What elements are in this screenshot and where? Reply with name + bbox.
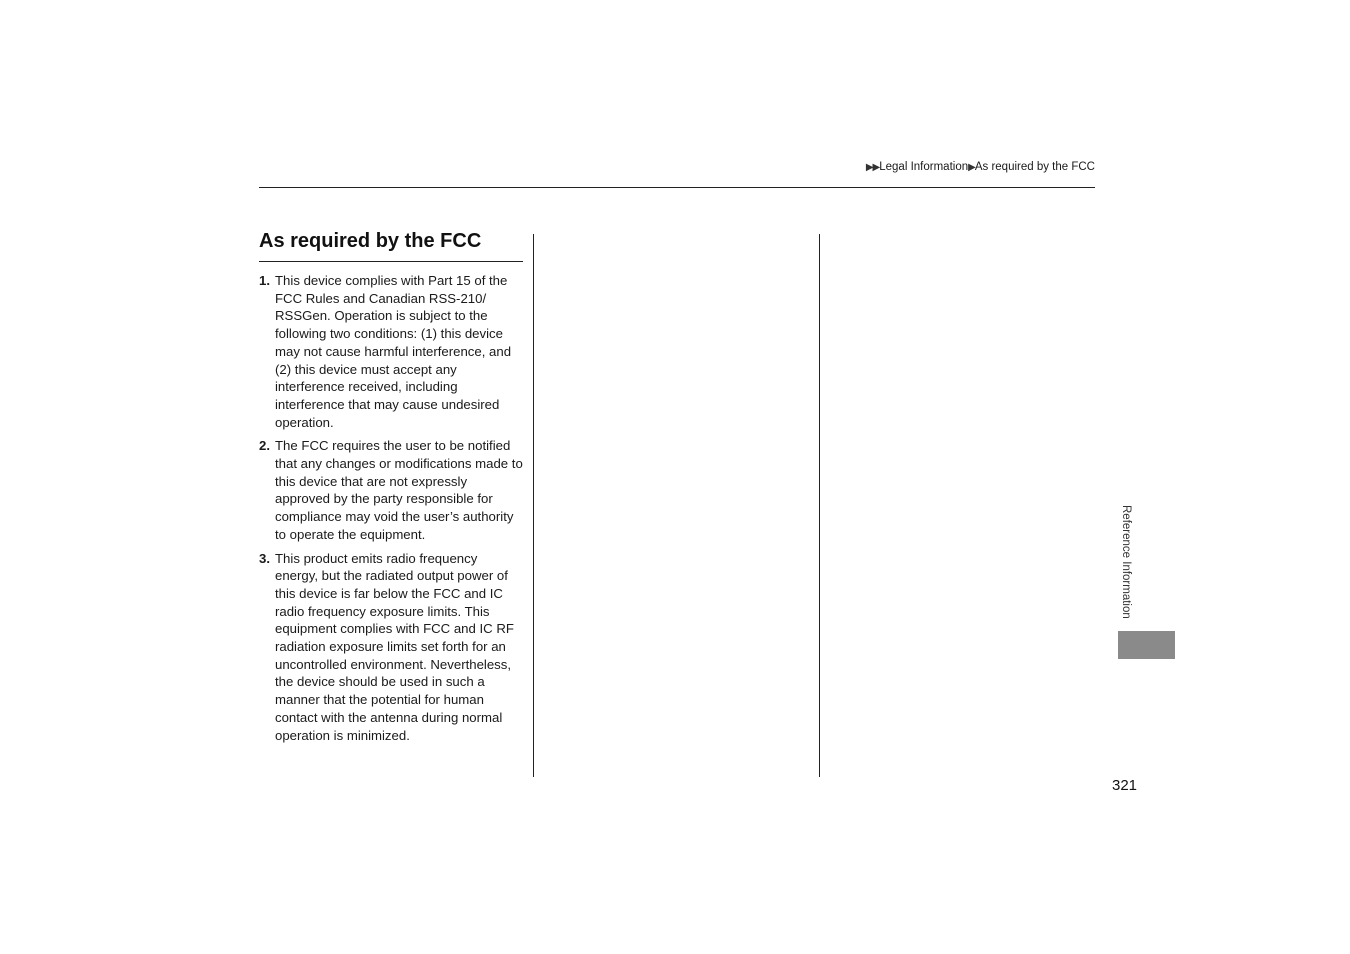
fcc-requirements-list [259,272,523,750]
list-item-number: 3. [259,550,270,566]
page-number: 321 [1112,777,1138,794]
title-underline [259,261,523,262]
section-side-label: Reference Information [1120,505,1132,619]
section-tab-marker [1118,631,1175,659]
breadcrumb-section: Legal Information [879,161,969,173]
breadcrumb [866,161,1095,173]
column-divider-right [819,234,820,777]
breadcrumb-separator-icon: ▶ [968,161,975,173]
list-item-text: This device complies with Part 15 of the FCC Rules and Canadian RSS-210/ RSSGen. Operation is subject to the following two conditions: (1) this device may not cause harmful interference, and (2) this device must accept any interference received, including interference that may cause undesired operation. [275,273,512,430]
list-item-number: 2. [259,438,270,454]
list-item-text: The FCC requires the user to be notified that any changes or modifications made to this device that are not expressly approved by the party responsible for compliance may void the user’s authority to operate the equipment. [275,438,523,542]
breadcrumb-page: As required by the FCC [974,161,1095,173]
breadcrumb-arrow-icon: ▶▶ [865,161,880,173]
list-item [259,437,523,543]
list-item [259,550,523,745]
list-item-number: 1. [259,273,270,288]
page-title: As required by the FCC [259,230,482,252]
list-item-text: This product emits radio frequency energy, but the radiated output power of this device is far below the FCC and IC radio frequency exposure limits. This equipment complies with FCC and IC RF radiation exposure limits set forth for an uncontrolled environment. Nevertheless, the device should be used in such a manner that the potential for human contact with the antenna during normal operation is minimized. [275,550,514,743]
column-divider-left [533,234,534,777]
list-item [259,272,523,431]
header-divider [259,187,1095,188]
